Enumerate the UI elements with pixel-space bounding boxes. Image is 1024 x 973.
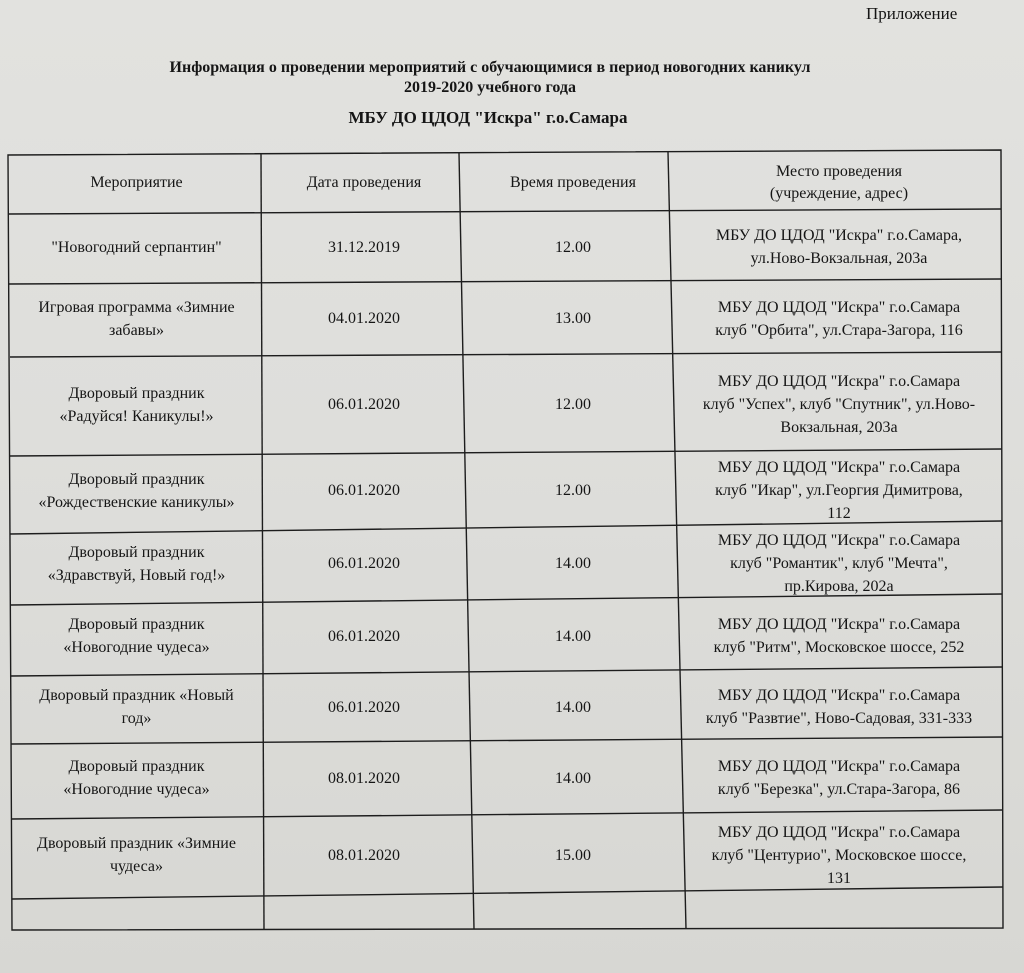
text-line: 31.12.2019 [328, 238, 400, 256]
table-cell-place-text [706, 684, 972, 730]
table-cell-time [468, 894, 678, 928]
text-line: клуб "Ритм", Московское шоссе, 252 [713, 639, 965, 656]
table-cell-time-text [555, 236, 591, 259]
text-line: «Рождественские каникулы» [38, 493, 235, 511]
table-cell-event [10, 741, 263, 815]
table-cell-date-text [328, 625, 400, 648]
table-cell-event [10, 672, 263, 742]
text-line: МБУ ДО ЦДОД "Искра" г.о.Самара [717, 823, 961, 841]
text-line: Вокзальная, 203а [780, 419, 898, 436]
text-line: 06.01.2020 [328, 555, 400, 572]
table-cell-date [263, 212, 465, 282]
column-header-text [770, 161, 908, 205]
table-cell-event [10, 452, 263, 529]
table-cell-place-text [712, 821, 967, 890]
text-line: 08.01.2020 [328, 846, 400, 864]
table-cell-time-text [555, 696, 591, 719]
table-cell-date [263, 894, 465, 928]
table-cell-time-text [555, 479, 591, 502]
table-cell-place [678, 212, 1000, 282]
text-line: Игровая программа «Зимние [38, 298, 235, 316]
table-cell-time-text [555, 767, 591, 790]
table-cell-time [468, 212, 678, 282]
text-line: 14.00 [555, 627, 591, 645]
text-line: «Новогодние чудеса» [63, 639, 210, 656]
text-line: год» [121, 710, 152, 727]
table-cell-date [263, 815, 465, 895]
table-cell-event [10, 212, 263, 282]
table-cell-event [10, 600, 263, 672]
text-line: (учреждение, адрес) [769, 185, 909, 202]
table-cell-date-text [328, 767, 400, 790]
column-header [468, 154, 678, 212]
text-line: 08.01.2020 [328, 769, 400, 787]
column-header-text [307, 172, 422, 194]
text-line: 12.00 [555, 482, 591, 499]
text-line: 131 [826, 869, 851, 887]
table-cell-place [678, 282, 1000, 355]
text-line: 14.00 [555, 769, 591, 787]
column-header [263, 154, 465, 212]
text-line: 14.00 [555, 698, 591, 716]
text-line: 112 [827, 505, 851, 522]
text-line: МБУ ДО ЦДОД "Искра" г.о.Самара [717, 373, 961, 390]
text-line: МБУ ДО ЦДОД "Искра" г.о.Самара [717, 758, 961, 775]
text-line: Дворовый праздник [68, 616, 205, 633]
table-cell-date-text [328, 307, 400, 330]
table-cell-event-text [63, 755, 209, 801]
table-cell-event [10, 815, 263, 895]
text-line: ул.Ново-Вокзальная, 203а [750, 250, 928, 267]
table-cell-time [468, 528, 678, 599]
document-title-line1: Информация о проведении мероприятий с обучающимися в период новогодних каникул [169, 59, 811, 76]
table-cell-place-text [703, 370, 975, 439]
text-line: МБУ ДО ЦДОД "Искра" г.о.Самара [717, 532, 961, 549]
table-cell-event-text [38, 296, 234, 342]
text-line: 14.00 [555, 555, 591, 572]
text-line: «Здравствуй, Новый год!» [47, 566, 226, 584]
text-line: Дворовый праздник [68, 384, 205, 402]
table-cell-date-text [328, 236, 400, 259]
text-line: пр.Кирова, 202а [784, 578, 894, 595]
table-cell-event [10, 282, 263, 355]
table-cell-event-text [51, 236, 221, 259]
text-line: клуб "Орбита", ул.Стара-Загора, 116 [715, 321, 963, 339]
text-line: 13.00 [555, 310, 591, 327]
column-header-text [90, 172, 182, 194]
table-cell-time-text [555, 393, 591, 416]
table-cell-place-text [715, 456, 963, 525]
table-cell-time [468, 600, 678, 672]
table-cell-place [678, 600, 1000, 672]
table-cell-time-text [555, 625, 591, 648]
table-cell-date [263, 600, 465, 672]
table-cell-time-text [555, 307, 591, 330]
table-cell-place [678, 894, 1000, 928]
table-cell-time [468, 815, 678, 895]
text-line: Место проведения [775, 163, 903, 180]
table-cell-event-text [48, 541, 226, 587]
text-line: Дата проведения [306, 174, 422, 191]
table-cell-date-text [328, 696, 400, 719]
text-line: чудеса» [109, 858, 164, 875]
table-cell-place [678, 355, 1000, 454]
table-cell-date-text [328, 479, 400, 502]
table-cell-time [468, 282, 678, 355]
text-line: МБУ ДО ЦДОД "Искра" г.о.Самара [717, 459, 961, 476]
table-cell-event [10, 528, 263, 599]
text-line: клуб "Центурио", Московское шоссе, [711, 846, 967, 864]
table-cell-date [263, 741, 465, 815]
text-line: 04.01.2020 [328, 310, 400, 327]
table-cell-time [468, 672, 678, 742]
table-cell-event-text [59, 382, 213, 428]
text-line: «Новогодние чудеса» [63, 781, 210, 798]
table-cell-time-text [555, 552, 591, 575]
text-line: Время проведения [510, 174, 636, 191]
column-header [10, 154, 263, 212]
text-line: клуб "Романтик", клуб "Мечта", [730, 555, 948, 572]
table-cell-event [10, 894, 263, 928]
table-cell-place-text [714, 613, 965, 659]
text-line: клуб "Развтие", Ново-Садовая, 331-333 [705, 710, 973, 727]
document-title-line2: 2019-2020 учебного года [403, 79, 577, 96]
table-cell-place [678, 815, 1000, 895]
column-header [678, 154, 1000, 212]
text-line: 06.01.2020 [328, 396, 400, 413]
text-line: «Радуйся! Каникулы!» [59, 407, 214, 425]
text-line: клуб "Икар", ул.Георгия Димитрова, [715, 482, 963, 499]
table-cell-event-text [39, 684, 233, 730]
table-cell-date [263, 528, 465, 599]
table-cell-place [678, 528, 1000, 599]
table-cell-place-text [716, 224, 962, 270]
table-cell-date-text [328, 552, 400, 575]
text-line: 06.01.2020 [328, 627, 400, 645]
text-line: 15.00 [555, 846, 591, 864]
table-cell-time [468, 741, 678, 815]
table-cell-event [10, 355, 263, 454]
organization-title: МБУ ДО ЦДОД "Искра" г.о.Самара [348, 108, 628, 127]
text-line: Дворовый праздник [68, 758, 205, 775]
text-line: Дворовый праздник «Новый [39, 687, 234, 704]
text-line: МБУ ДО ЦДОД "Искра" г.о.Самара, [715, 227, 963, 244]
table-cell-place [678, 672, 1000, 742]
table-cell-event-text [63, 613, 209, 659]
column-header-text [510, 172, 636, 194]
table-cell-date [263, 355, 465, 454]
table-cell-event-text [37, 832, 236, 878]
text-line: клуб "Березка", ул.Стара-Загора, 86 [717, 781, 961, 798]
text-line: 12.00 [555, 238, 591, 256]
text-line: "Новогодний серпантин" [51, 238, 222, 256]
text-line: Дворовый праздник [68, 543, 205, 561]
table-cell-place [678, 452, 1000, 529]
text-line: Дворовый праздник «Зимние [37, 835, 236, 852]
table-cell-time [468, 355, 678, 454]
text-line: 12.00 [555, 396, 591, 413]
table-cell-place-text [718, 755, 960, 801]
text-line: Дворовый праздник [68, 470, 205, 488]
table-cell-date [263, 452, 465, 529]
text-line: МБУ ДО ЦДОД "Искра" г.о.Самара [717, 687, 961, 704]
appendix-label: Приложение [866, 4, 958, 23]
text-line: МБУ ДО ЦДОД "Искра" г.о.Самара [717, 298, 961, 316]
table-cell-place-text [715, 296, 963, 342]
text-line: 06.01.2020 [328, 482, 400, 499]
text-line: забавы» [109, 321, 164, 339]
table-cell-place-text [718, 529, 960, 598]
text-line: клуб "Успех", клуб "Спутник", ул.Ново- [702, 396, 976, 413]
table-cell-time [468, 452, 678, 529]
text-line: МБУ ДО ЦДОД "Искра" г.о.Самара [717, 616, 961, 633]
table-cell-place [678, 741, 1000, 815]
table-cell-date [263, 672, 465, 742]
text-line: 06.01.2020 [328, 698, 400, 716]
table-cell-time-text [555, 844, 591, 867]
table-cell-date-text [328, 393, 400, 416]
text-line: Мероприятие [90, 174, 183, 191]
table-cell-event-text [39, 468, 235, 514]
table-cell-date-text [328, 844, 400, 867]
table-cell-date [263, 282, 465, 355]
